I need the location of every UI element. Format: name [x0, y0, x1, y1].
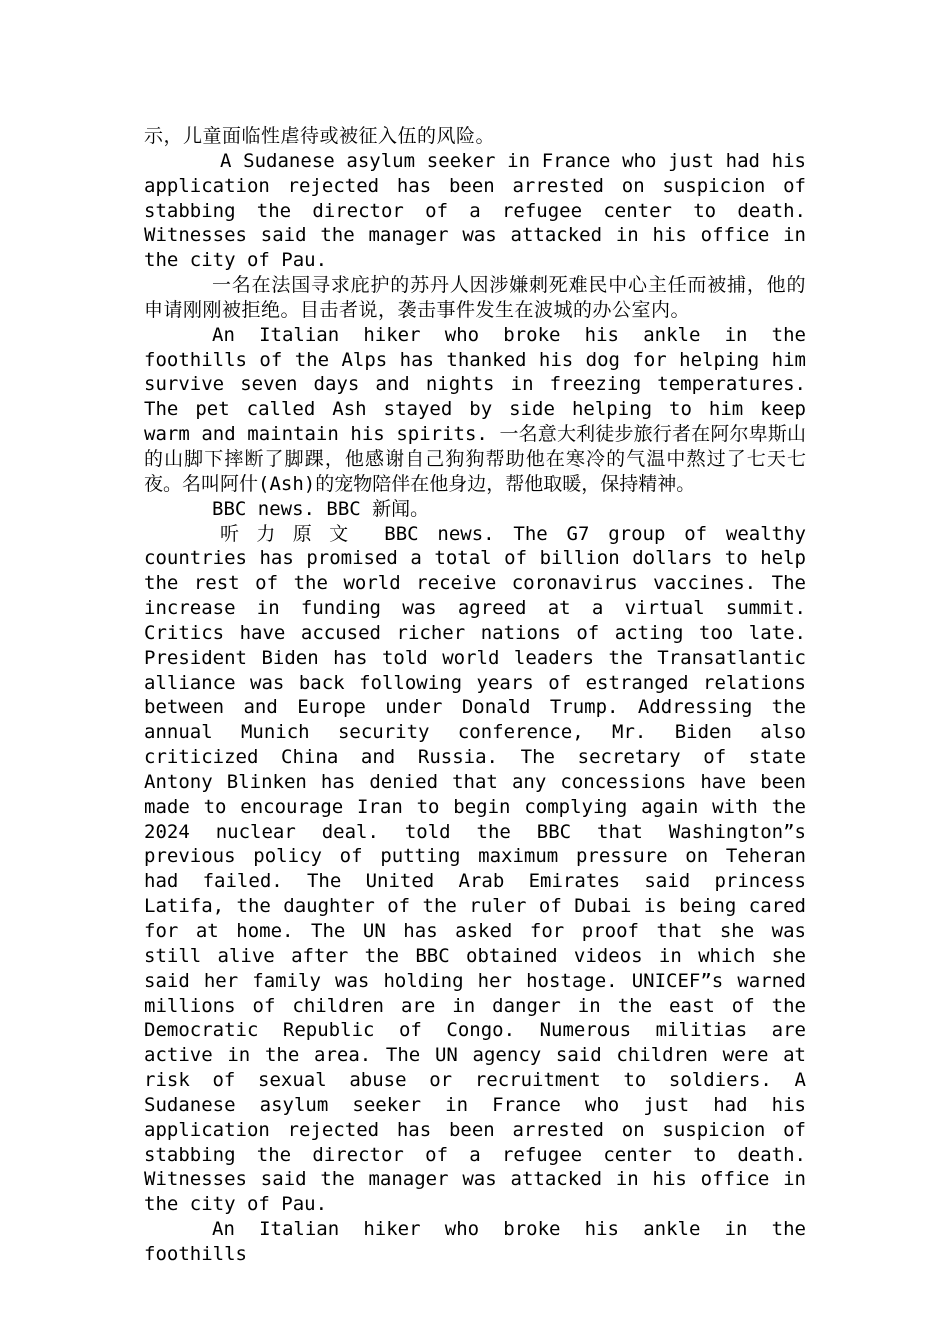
paragraph-4: An Italian hiker who broke his ankle in the foothills of the Alps has thanked his dog for helping him survive seven days and nights in freezing temperatures. The pet called Ash stayed by side helping to him keep warm and maintain his spirits. 一名意大利徒步旅行者在阿尔卑斯山的山脚下摔断了脚踝，他感谢自己狗狗帮助他在寒冷的气温中熬过了七天七夜。名叫阿什(Ash)的宠物陪伴在他身边，帮他取暖，保持精神。: [144, 323, 806, 495]
document-body: [144, 124, 806, 1267]
paragraph-1: 示，儿童面临性虐待或被征入伍的风险。: [144, 125, 496, 147]
paragraph-2: A Sudanese asylum seeker in France who just had his application rejected has been arrested on suspicion of stabbing the director of a refugee center to death. Witnesses said the manager was attacked in his office in the city of Pau.: [144, 149, 806, 272]
transcript-label: 听力原文: [220, 522, 366, 545]
paragraph-5: BBC news. BBC 新闻。: [212, 497, 430, 520]
paragraph-6: [144, 522, 806, 1218]
paragraph-7: An Italian hiker who broke his ankle in the foothills: [144, 1218, 806, 1265]
paragraph-3: 一名在法国寻求庇护的苏丹人因涉嫌刺死难民中心主任而被捕，他的申请刚刚被拒绝。目击者说，袭击事件发生在波城的办公室内。: [144, 274, 806, 321]
transcript-text: BBC news. The G7 group of wealthy countries has promised a total of billion dollars to help the rest of the world receive coronavirus vaccines. The increase in funding was agreed at a virtual summit. Critics have accused richer nations of acting too late. President Biden has told world leaders the Transatlantic alliance was back following years of estranged relations between and Europe under Donald Trump. Addressing the annual Munich security conference, Mr. Biden also criticized China and Russia. The secretary of state Antony Blinken has denied that any concessions have been made to encourage Iran to begin complying again with the 2024 nuclear deal. told the BBC that Washington”s previous policy of putting maximum pressure on Teheran had failed. The United Arab Emirates said princess Latifa, the daughter of the ruler of Dubai is being cared for at home. The UN has asked for proof that she was still alive after the BBC obtained videos in which she said her family was holding her hostage. UNICEF”s warned millions of children are in danger in the east of the Democratic Republic of Congo. Numerous militias are active in the area. The UN agency said children were at risk of sexual abuse or recruitment to soldiers. A Sudanese asylum seeker in France who just had his application rejected has been arrested on suspicion of stabbing the director of a refugee center to death. Witnesses said the manager was attacked in his office in the city of Pau.: [144, 522, 806, 1216]
